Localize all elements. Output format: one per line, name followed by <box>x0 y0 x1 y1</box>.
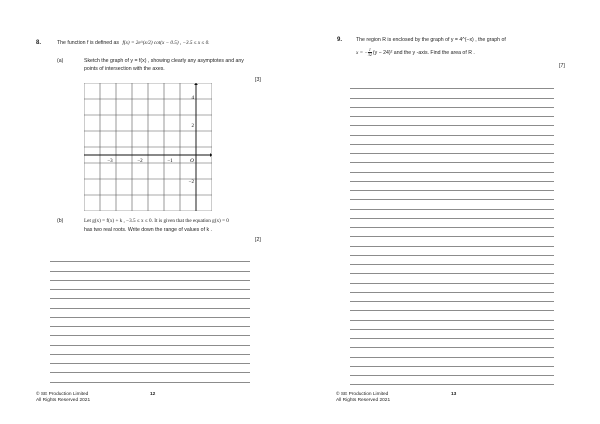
answer-lines-left[interactable] <box>50 253 250 383</box>
q9-x-equals: x = − <box>356 49 368 56</box>
answer-line[interactable] <box>50 272 250 281</box>
answer-line[interactable] <box>350 145 554 154</box>
footer-copyright: © SE Production Limited <box>36 392 89 397</box>
part-a-marks: [3] <box>255 77 261 83</box>
answer-line[interactable] <box>350 376 554 385</box>
answer-line[interactable] <box>50 281 250 290</box>
part-a-line1: Sketch the graph of y = f(x) , showing clearly any asymptotes and any <box>84 58 244 64</box>
x-tick-minus1: −1 <box>167 159 173 164</box>
answer-line[interactable] <box>50 253 250 262</box>
footer-rights: All Rights Reserved 2021 <box>36 398 91 403</box>
q9-fraction <box>368 48 372 57</box>
answer-line[interactable] <box>350 302 554 311</box>
answer-line[interactable] <box>350 228 554 237</box>
answer-line[interactable] <box>350 321 554 330</box>
answer-line[interactable] <box>350 348 554 357</box>
footer-copyright: © SE Production Limited <box>336 392 389 397</box>
answer-line[interactable] <box>50 373 250 382</box>
grid-lines <box>84 83 212 211</box>
x-tick-minus2: −2 <box>137 159 143 164</box>
answer-line[interactable] <box>350 182 554 191</box>
answer-line[interactable] <box>350 200 554 209</box>
answer-line[interactable] <box>350 247 554 256</box>
question-8-stem-math: f(x) = 2e^(x/2) cot(x − 0.5) , −3.5 ≤ x ≤ 0. <box>122 40 210 46</box>
y-tick-minus2: −2 <box>188 180 194 185</box>
question-9-line1: The region R is enclosed by the graph of y = 4^(−x) , the graph of <box>356 37 506 43</box>
x-tick-minus3: −3 <box>107 159 113 164</box>
answer-line[interactable] <box>50 318 250 327</box>
y-axis-arrow-icon <box>194 83 198 85</box>
answer-line[interactable] <box>50 299 250 308</box>
answer-line[interactable] <box>350 126 554 135</box>
right-page <box>300 0 600 424</box>
part-a-line2: points of intersection with the axes. <box>84 66 165 72</box>
question-9-marks: [7] <box>559 63 565 69</box>
answer-line[interactable] <box>350 339 554 348</box>
answer-line[interactable] <box>50 327 250 336</box>
q9-line2-rest: (y − 24)² and the y -axis. Find the area of R . <box>372 49 475 56</box>
answer-line[interactable] <box>350 99 554 108</box>
answer-line[interactable] <box>350 219 554 228</box>
answer-line[interactable] <box>50 364 250 373</box>
answer-line[interactable] <box>50 346 250 355</box>
answer-line[interactable] <box>350 237 554 246</box>
answer-line[interactable] <box>50 355 250 364</box>
answer-line[interactable] <box>350 210 554 219</box>
answer-line[interactable] <box>350 274 554 283</box>
answer-line[interactable] <box>350 173 554 182</box>
answer-line[interactable] <box>50 290 250 299</box>
answer-line[interactable] <box>350 108 554 117</box>
answer-line[interactable] <box>350 367 554 376</box>
part-b-label: (b) <box>57 218 64 224</box>
answer-line[interactable] <box>350 330 554 339</box>
answer-line[interactable] <box>350 311 554 320</box>
question-9-number: 9. <box>337 37 343 43</box>
footer-rights: All Rights Reserved 2021 <box>336 398 391 403</box>
sketch-grid <box>84 83 212 211</box>
answer-line[interactable] <box>350 154 554 163</box>
answer-line[interactable] <box>350 256 554 265</box>
part-b-marks: [2] <box>255 237 261 243</box>
answer-line[interactable] <box>350 293 554 302</box>
answer-line[interactable] <box>350 136 554 145</box>
answer-line[interactable] <box>50 309 250 318</box>
answer-line[interactable] <box>50 262 250 271</box>
question-8-stem <box>57 39 210 47</box>
answer-line[interactable] <box>350 265 554 274</box>
footer-left <box>36 392 90 404</box>
answer-line[interactable] <box>350 89 554 98</box>
origin-label: O <box>190 158 194 164</box>
answer-line[interactable] <box>350 163 554 172</box>
part-b-line1: Let g(x) = f(x) + k , −3.5 ≤ x ≤ 0. It is given that the equation g(x) = 0 <box>84 218 229 224</box>
page-number-left: 12 <box>150 392 156 397</box>
answer-line[interactable] <box>350 284 554 293</box>
q9-frac-num: 1 <box>368 47 371 52</box>
q9-frac-den: 32 <box>367 52 372 57</box>
question-8-number: 8. <box>36 40 42 46</box>
page-number-right: 13 <box>451 392 457 397</box>
answer-line[interactable] <box>50 336 250 345</box>
answer-line[interactable] <box>350 191 554 200</box>
y-tick-2: 2 <box>191 124 194 129</box>
answer-lines-right[interactable] <box>350 80 554 385</box>
answer-line[interactable] <box>350 117 554 126</box>
part-b-line2: has two real roots. Write down the range of values of k . <box>84 227 212 233</box>
answer-line[interactable] <box>350 358 554 367</box>
question-9-line2 <box>356 48 475 57</box>
answer-line[interactable] <box>350 80 554 89</box>
y-tick-4: 4 <box>191 96 194 101</box>
question-8-stem-text: The function f is defined as <box>57 40 119 46</box>
part-a-label: (a) <box>57 58 64 64</box>
footer-right <box>336 392 390 404</box>
